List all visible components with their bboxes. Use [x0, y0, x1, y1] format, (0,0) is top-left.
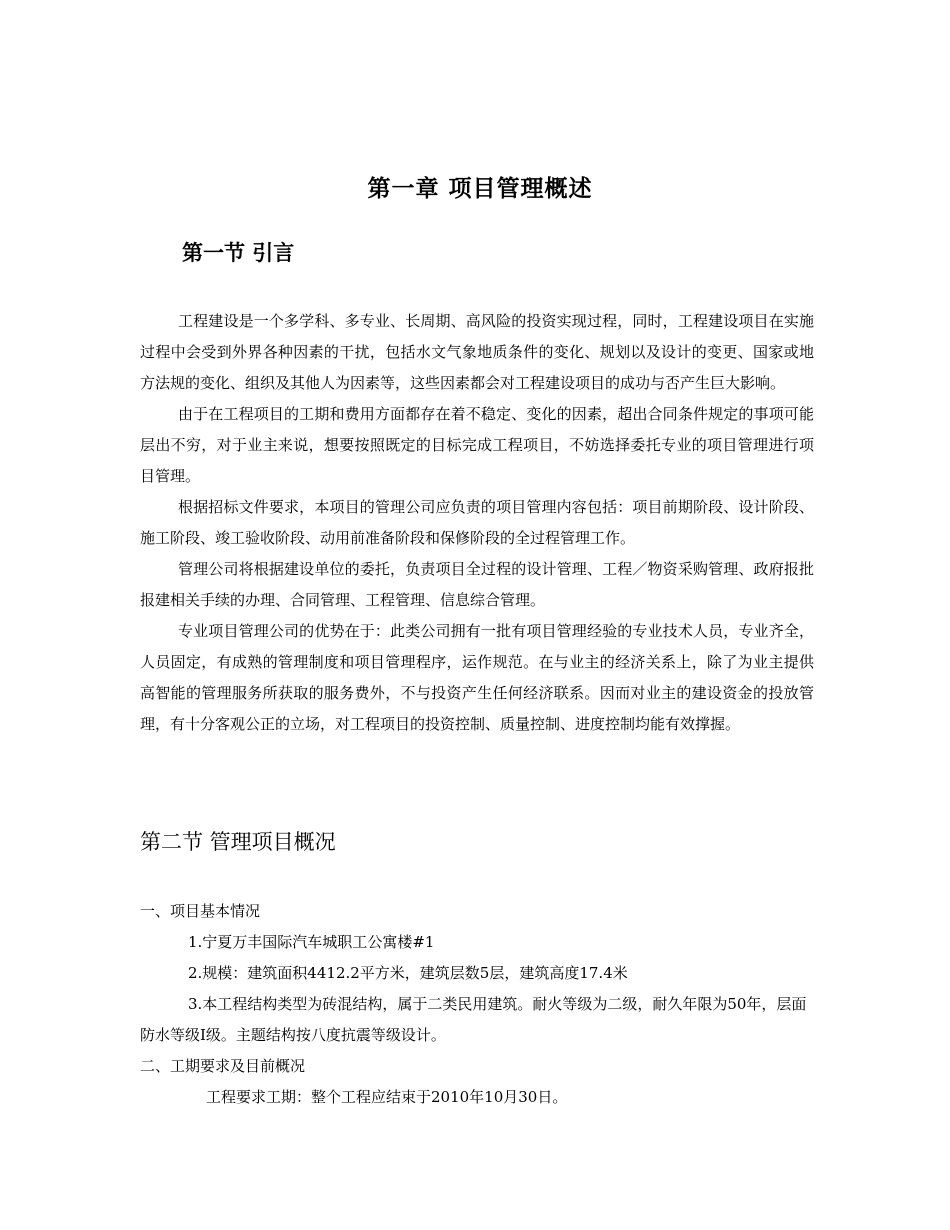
section-2-title: 第二节 管理项目概况: [140, 830, 336, 854]
subheading: 一、项目基本情况: [140, 902, 261, 920]
chapter-title: 第一章 项目管理概述: [367, 176, 593, 202]
paragraph: 由于在工程项目的工期和费用方面都存在着不稳定、变化的因素，超出合同条件规定的事项可能层出不穷，对于业主来说，想要按照既定的目标完成工程项目，不妨选择委托专业的项目管理进行项目管理。: [140, 405, 814, 485]
section-1-body: [140, 306, 814, 740]
list-item: 3.本工程结构类型为砖混结构，属于二类民用建筑。耐火等级为二级，耐久年限为50年，层面防水等级Ⅰ级。主题结构按八度抗震等级设计。: [140, 995, 807, 1044]
paragraph: 管理公司将根据建设单位的委托，负责项目全过程的设计管理、工程／物资采购管理、政府报批报建相关手续的办理、合同管理、工程管理、信息综合管理。: [140, 560, 814, 609]
list-item: 1.宁夏万丰国际汽车城职工公寓楼#1: [188, 933, 435, 951]
paragraph: 工程建设是一个多学科、多专业、长周期、高风险的投资实现过程，同时，工程建设项目在实施过程中会受到外界各种因素的干扰，包括水文气象地质条件的变化、规划以及设计的变更、国家或地方法规的变化、组织及其他人为因素等，这些因素都会对工程建设项目的成功与否产生巨大影响。: [140, 312, 814, 392]
subheading: 二、工期要求及目前概况: [140, 1057, 306, 1075]
paragraph: 根据招标文件要求，本项目的管理公司应负责的项目管理内容包括：项目前期阶段、设计阶段、施工阶段、竣工验收阶段、动用前准备阶段和保修阶段的全过程管理工作。: [140, 498, 814, 547]
section-2-body: [140, 896, 814, 1113]
schedule-text: 工程要求工期：整个工程应结束于2010年10月30日。: [206, 1088, 568, 1106]
paragraph: 专业项目管理公司的优势在于：此类公司拥有一批有项目管理经验的专业技术人员，专业齐全，人员固定，有成熟的管理制度和项目管理程序，运作规范。在与业主的经济关系上，除了为业主提供高智能的管理服务所获取的服务费外，不与投资产生任何经济联系。因而对业主的建设资金的投放管理，有十分客观公正的立场，对工程项目的投资控制、质量控制、进度控制均能有效撑握。: [140, 622, 814, 733]
list-item: 2.规模：建筑面积4412.2平方米，建筑层数5层，建筑高度17.4米: [188, 964, 628, 982]
section-1-title: 第一节 引言: [182, 241, 295, 265]
